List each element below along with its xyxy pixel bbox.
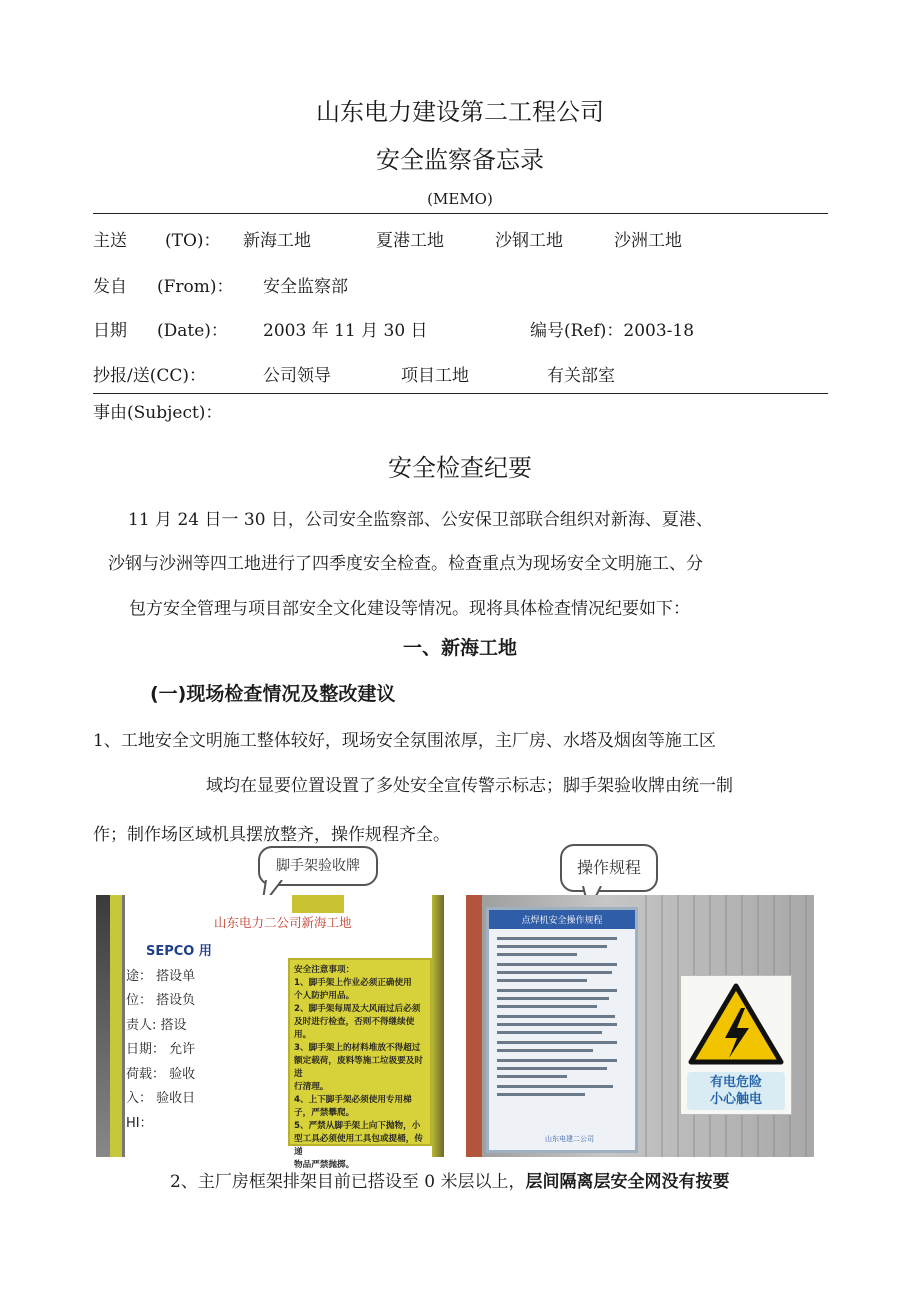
subject-label: 事由(Subject)： [93, 403, 223, 423]
company-name: 山东电力建设第二工程公司 [316, 98, 604, 126]
notice-line: 1、脚手架上作业必须正确使用 [294, 978, 412, 988]
from-code: (From)： [157, 277, 234, 297]
notice-line: 2、脚手架每周及大风雨过后必须 [294, 1004, 421, 1014]
memo-label: (MEMO) [427, 190, 493, 208]
label-line: 位： 搭设负 [126, 993, 196, 1008]
notice-line: 个人防护用品。 [294, 991, 355, 1001]
from-value: 安全监察部 [263, 277, 348, 297]
right-pole [432, 895, 444, 1157]
notice-line: 安全注意事项： [294, 965, 355, 975]
label-line: 途： 搭设单 [126, 968, 196, 984]
item1-line-1: 1、工地安全文明施工整体较好，现场安全氛围浓厚，主厂房、水塔及烟囱等施工区 [93, 731, 716, 751]
procedure-text-lines [489, 929, 629, 1129]
high-voltage-icon [681, 976, 791, 1072]
ref-value: 编号(Ref)：2003-18 [530, 321, 695, 341]
to-site-2: 夏港工地 [376, 231, 444, 251]
procedure-footer: 山东电建二公司 [545, 1135, 594, 1143]
safety-notice-sign [288, 958, 432, 1170]
label-line: SEPCO 用 [146, 944, 212, 959]
to-site-3: 沙钢工地 [495, 231, 563, 251]
cc-value-3: 有关部室 [547, 366, 615, 386]
warning-line-2: 小心触电 [709, 1092, 762, 1107]
callout-procedure-text: 操作规程 [576, 858, 641, 877]
notice-line: 行清理。 [294, 1082, 329, 1092]
intro-line-3: 包方安全管理与项目部安全文化建设等情况。现将具体检查情况纪要如下： [129, 599, 690, 619]
to-site-4: 沙洲工地 [614, 231, 682, 251]
safety-notice-text [290, 960, 430, 1176]
procedure-board [486, 907, 638, 1153]
cc-value-2: 项目工地 [401, 366, 469, 386]
label-line: 日期： 允许 [126, 1042, 196, 1057]
to-site-1: 新海工地 [243, 231, 311, 251]
notice-line: 额定载荷，废料等施工垃圾要及时进 [294, 1056, 423, 1079]
left-edge [122, 895, 125, 1157]
notice-line: 4、上下脚手架必须使用专用梯 [294, 1095, 412, 1105]
bottom-rule [93, 393, 828, 394]
intro-line-2: 沙钢与沙洲等四工地进行了四季度安全检查。检查重点为现场安全文明施工、分 [108, 554, 703, 574]
to-code: (TO)： [165, 231, 221, 251]
date-label: 日期 [93, 321, 127, 341]
label-line: 入： 验收日 [126, 1091, 196, 1106]
left-pole [96, 895, 110, 1157]
notice-line: 3、脚手架上的材料堆放不得超过 [294, 1043, 421, 1053]
from-label: 发自 [93, 277, 127, 297]
callout-procedure [560, 844, 658, 892]
left-pole-yellow [110, 895, 122, 1157]
item1-line-2: 域均在显要位置设置了多处安全宣传警示标志；脚手架验收牌由统一制 [206, 776, 733, 796]
item2-line [170, 1167, 729, 1192]
callout-scaffold-text: 脚手架验收牌 [276, 858, 360, 874]
label-line: 责人: 搭设 [126, 1017, 187, 1033]
subheading-inspection: (一)现场检查情况及整改建议 [150, 683, 396, 705]
notice-line: 及时进行检查，否则不得继续使用。 [294, 1017, 415, 1040]
sign-title: 山东电力二公司新海工地 [214, 915, 352, 930]
warning-text-box [687, 1072, 785, 1110]
to-label: 主送 [93, 231, 127, 251]
date-code: (Date)： [157, 321, 228, 341]
intro-line-1: 11 月 24 日一 30 日，公司安全监察部、公安保卫部联合组织对新海、夏港、 [128, 510, 713, 530]
photo-operating-procedure [466, 895, 814, 1157]
date-value: 2003 年 11 月 30 日 [263, 321, 428, 341]
item2-normal-text: 2、主厂房框架排架目前已搭设至 0 米层以上， [170, 1172, 526, 1192]
cc-value-1: 公司领导 [263, 366, 331, 386]
warning-line-1: 有电危险 [709, 1075, 762, 1090]
notice-line: 5、严禁从脚手架上向下抛物，小 [294, 1121, 421, 1131]
notice-line: 型工具必须使用工具包或提桶，传递 [294, 1134, 423, 1157]
cc-label: 抄报/送(CC)： [93, 366, 207, 386]
label-line: 荷载： 验收 [126, 1066, 196, 1082]
top-rule [93, 213, 828, 214]
heading-xinhai: 一、新海工地 [402, 637, 517, 659]
electric-hazard-sign [680, 975, 792, 1115]
section-title: 安全检查纪要 [388, 454, 532, 482]
label-line: HI： [126, 1115, 153, 1131]
scaffold-field-labels [126, 940, 212, 1136]
item1-line-3: 作；制作场区域机具摆放整齐，操作规程齐全。 [93, 825, 450, 845]
document-title: 安全监察备忘录 [376, 146, 544, 174]
procedure-title: 点焊机安全操作规程 [489, 910, 635, 929]
item2-bold-text: 层间隔离层安全网没有按要 [525, 1172, 730, 1192]
notice-line: 子，严禁攀爬。 [294, 1108, 355, 1118]
top-yellow-band [292, 895, 344, 913]
notice-line: 物品严禁抛掷。 [294, 1160, 355, 1170]
